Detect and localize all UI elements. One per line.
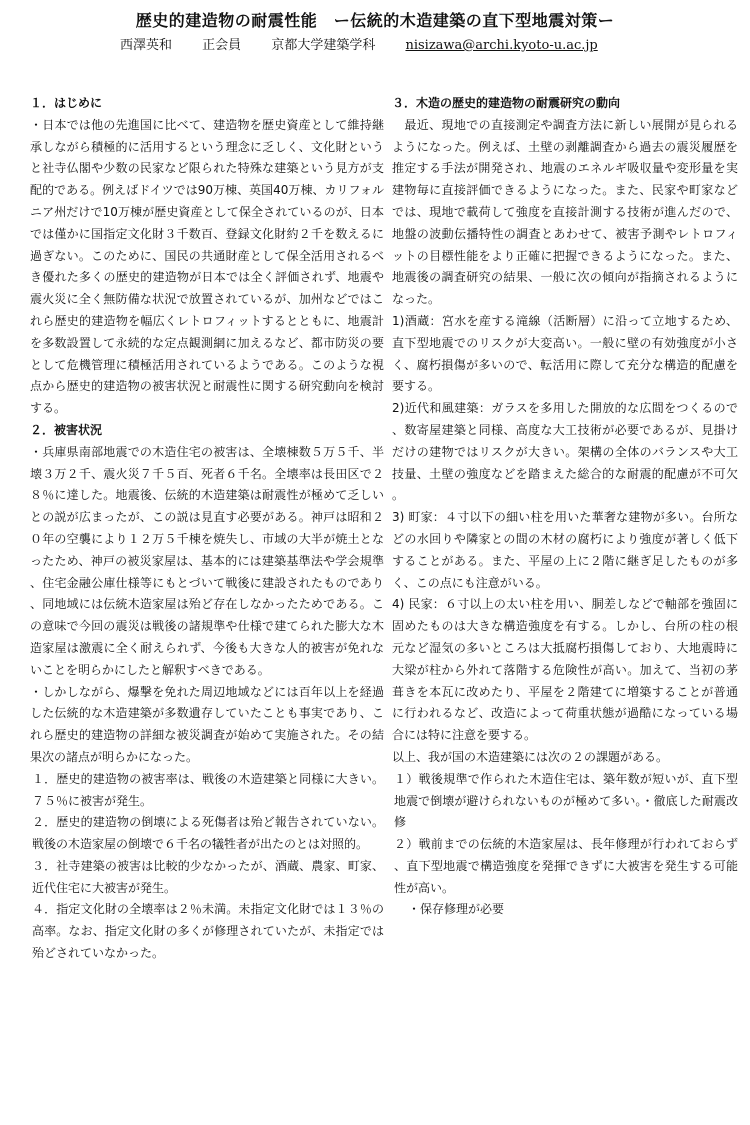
task-item-2: ２）戦前までの伝統的木造家屋は、長年修理が行われておらず、直下型地震で構造強度を発揮できずに大被害を発生する可能性が高い。 — [394, 837, 738, 895]
finding-item-3: ３．社寺建築の被害は比較的少なかったが、酒蔵、農家、町家、近代住宅に大被害が発生。 — [32, 858, 384, 895]
section1-heading: １．はじめに — [30, 96, 103, 110]
section2-paragraph-2: ・しかしながら、爆撃を免れた周辺地域などには百年以上を経過した伝統的な木造建築が多数遺存していたことも事実であり、これら歴史的建造物の詳細な被災調査が始めて実施された。その結果次の諸点が明らかになった。 — [30, 684, 384, 764]
author-affiliation: 京都大学建築学科 — [271, 38, 376, 53]
trend-item-machiya: 3) 町家：４寸以下の細い柱を用いた華奢な建物が多い。台所などの水回りや隣家との間の木材の腐朽により強度が著しく低下することがある。また、平屋の上に２階に継ぎ足したものが多く、この点にも注意がいる。 — [392, 510, 738, 590]
section2-heading: ２．被害状況 — [30, 422, 103, 437]
left-column — [30, 93, 384, 965]
finding-item-1: １．歴史的建造物の被害率は、戦後の木造建築と同様に大きい。７５％に被害が発生。 — [32, 771, 384, 808]
author-membership: 正会員 — [202, 38, 242, 53]
task-item-1: １）戦後規準で作られた木造住宅は、築年数が短いが、直下型地震で倒壊が避けられないものが極めて多い。・徹底した耐震改修 — [394, 771, 738, 830]
right-column — [392, 93, 738, 921]
trend-item-minka: 4) 民家：６寸以上の太い柱を用い、胴差しなどで軸部を強固に固めたものは大きな構造強度を有する。しかし、台所の柱の根元など湿気の多いところは大抵腐朽損傷しており、大地震時に大梁が柱から外れて落階する危険性が高い。加えて、当初の茅葺きを本瓦に改めたり、平屋を２階建てに増築することが普通に行われるなど、改造によって荷重状態が過酷になっている場合には特に注意を要する。 — [392, 597, 738, 743]
section3-heading: ３．木造の歴史的建造物の耐震研究の動向 — [392, 96, 621, 110]
author-email[interactable]: nisizawa@archi.kyoto-u.ac.jp — [405, 38, 598, 53]
section2-paragraph-1: ・兵庫県南部地震での木造住宅の被害は、全壊棟数５万５千、半壊３万２千、震火災７千５百、死者６千名。全壊率は長田区で２８％に達した。地震後、伝統的木造建築は耐震性が極めて乏しいとの説が広まったが、この説は見直す必要がある。神戸は昭和２０年の空襲により１２万５千棟を焼失し、市域の大半が焼土となったため、神戸の被災家屋は、基本的には建築基準法や学会規準、住宅金融公庫仕様等にもとづいて戦後に建設されたものであり、同地域には伝統木造家屋は殆ど存在しなかったためである。この意味で今回の震災は戦後の諸規準や仕様で建てられた膨大な木造家屋は激震に全く耐えられず、今後も大きな人的被害が免れないことを明らかにしたと解釈すべきである。 — [30, 444, 384, 677]
section1-paragraph: ・日本では他の先進国に比べて、建造物を歴史資産として維持継承しながら積極的に活用するという理念に乏しく、文化財というと社寺仏閣や少数の民家など限られた特殊な建築という見方が支配的である。例えばドイツでは90万棟、英国40万棟、カリフォルニア州だけで10万棟が歴史資産として保全されているのが、日本では僅かに国指定文化財３千数百、登録文化財約２千を数えるに過ぎない。このために、国民の共通財産として保全活用されるべき優れた多くの歴史的建造物が日本では全く評価されず、地震や震火災に全く無防備な状況で放置されているが、加州などではこれら歴史的建造物を幅広くレトロフィットするとともに、地震計を多数設置して永続的な定点観測網に加えるなど、都市防災の要として危機管理に積極活用されているようである。このような視点から歴史的建造物の被害状況と耐震性に関する研究動向を検討する。 — [30, 117, 384, 416]
trend-item-kindai-wafu: 2)近代和風建築：ガラスを多用した開放的な広間をつくるので、数寄屋建築と同様、高度な大工技術が必要であるが、見掛けだけの建物ではリスクが大きい。架構の全体のバランスや大工技量、土壁の強度などを踏まえた総合的な耐震的配慮が不可欠。 — [392, 401, 738, 503]
section3-paragraph: 最近、現地での直接測定や調査方法に新しい展開が見られるようになった。例えば、土壁の剥離調査から過去の震災履歴を推定する手法が開発され、地震のエネルギ吸収量や変形量を実建物毎に直接評価できるようになった。また、民家や町家などでは、現地で載荷して強度を直接計測する技術が進んだので、地盤の波動伝播特性の調査とあわせて、被害予測やレトロフィットの目標性能をより正確に把握できるようになった。また、地震後の調査研究の結果、一般に次の傾向が指摘されるようになった。 — [392, 117, 738, 307]
author-name: 西澤英和 — [120, 38, 173, 53]
finding-item-2: ２．歴史的建造物の倒壊による死傷者は殆ど報告されていない。戦後の木造家屋の倒壊で６千名の犠牲者が出たのとは対照的。 — [32, 815, 384, 852]
paper-title: 歴史的建造物の耐震性能 ー伝統的木造建築の直下型地震対策ー — [135, 11, 615, 30]
conclusion-text: 以上、我が国の木造建築には次の２の課題がある。 — [392, 749, 669, 764]
finding-item-4: ４．指定文化財の全壊率は２％未満。未指定文化財では１３％の高率。なお、指定文化財の多くが修理されていたが、未指定では殆どされていなかった。 — [32, 902, 384, 961]
trend-item-sakagura: 1)酒蔵：宮水を産する滝線（活断層）に沿って立地するため、直下型地震でのリスクが大変高い。一般に壁の有効強度が小さく、腐朽損傷が多いので、転活用に際して充分な構造的配慮を要する。 — [392, 313, 738, 394]
author-line — [120, 34, 720, 53]
final-item: ・保存修理が必要 — [408, 902, 505, 917]
